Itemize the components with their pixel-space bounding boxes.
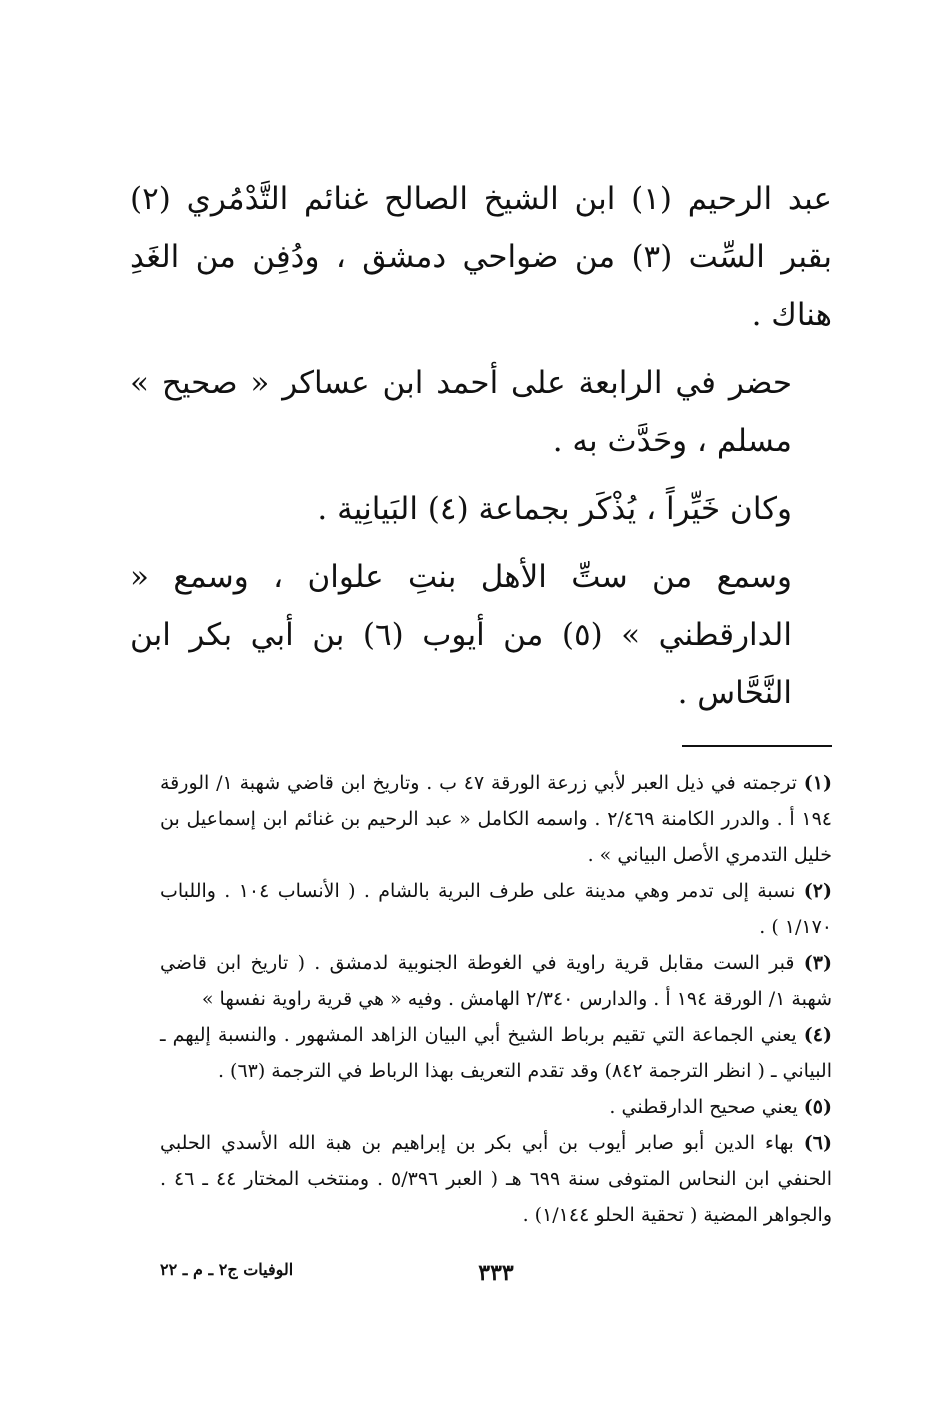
main-text [130, 170, 832, 732]
footnote-6 [160, 1125, 832, 1233]
footnote-text: يعني صحيح الدارقطني . [609, 1096, 798, 1118]
footnote-text: بهاء الدين أبو صابر أيوب بن أبي بكر بن إبراهيم بن هبة الله الأسدي الحلبي الحنفي ابن النحاس المتوفى سنة ٦٩٩ هـ ( العبر ٥/٣٩٦ . ومنتخب المختار ٤٤ ـ ٤٦ . والجواهر المضية ( تحقية الحلو ١/١٤٤) . [160, 1132, 833, 1226]
footnote-number: (٢) [803, 880, 832, 902]
paragraph-1: عبد الرحيم (١) ابن الشيخ الصالح غنائم التَّدْمُري (٢) بقبر السِّت (٣) من ضواحي دمشق ، ودُفِن من الغَدِ هناك . [130, 181, 832, 333]
footnote-number: (١) [803, 772, 832, 794]
footnote-number: (٥) [803, 1096, 832, 1118]
paragraph-2: حضر في الرابعة على أحمد ابن عساكر « صحيح » مسلم ، وحَدَّث به . [130, 365, 792, 459]
footnote-text: يعني الجماعة التي تقيم برباط الشيخ أبي البيان الزاهد المشهور . والنسبة إليهم ـ البياني ـ ( انظر الترجمة ٨٤٢) وقد تقدم التعريف بهذا الرباط في الترجمة (٦٣) . [160, 1024, 832, 1082]
paragraph-3: وكان خَيِّراً ، يُذْكَر بجماعة (٤) البَيانِية . [317, 491, 792, 527]
footnote-number: (٦) [803, 1132, 832, 1154]
volume-signature: الوفيات ج٢ ـ م ـ ٢٢ [160, 1260, 294, 1279]
page-number: ٣٣٣ [478, 1260, 514, 1286]
footnote-number: (٣) [803, 952, 832, 974]
footnote-2 [160, 873, 832, 945]
footnote-text: نسبة إلى تدمر وهي مدينة على طرف البرية بالشام . ( الأنساب ١٠٤ . واللباب ١/١٧٠ ) . [160, 880, 832, 938]
footnote-1 [160, 765, 832, 873]
footnotes [160, 765, 832, 1233]
page-footer [160, 1260, 832, 1290]
footnote-number: (٤) [803, 1024, 832, 1046]
footnote-text: ترجمته في ذيل العبر لأبي زرعة الورقة ٤٧ ب . وتاريخ ابن قاضي شهبة ١/ الورقة ١٩٤ أ . والدرر الكامنة ٢/٤٦٩ . واسمه الكامل « عبد الرحيم بن غنائم ابن إسماعيل بن خليل التدمري الأصل البياني » . [160, 772, 833, 866]
paragraph-4: وسمع من ستِّ الأهل بنتِ علوان ، وسمع « الدارقطني » (٥) من أيوب (٦) بن أبي بكر ابن النَّحَّاس . [130, 559, 792, 711]
footnote-3 [160, 945, 832, 1017]
footnote-5 [160, 1089, 832, 1125]
footnote-4 [160, 1017, 832, 1089]
footnote-divider [682, 745, 832, 747]
footnote-text: قبر الست مقابل قرية راوية في الغوطة الجنوبية لدمشق . ( تاريخ ابن قاضي شهبة ١/ الورقة ١٩٤ أ . والدارس ٢/٣٤٠ الهامش . وفيه « هي قرية راوية نفسها » [160, 952, 832, 1010]
